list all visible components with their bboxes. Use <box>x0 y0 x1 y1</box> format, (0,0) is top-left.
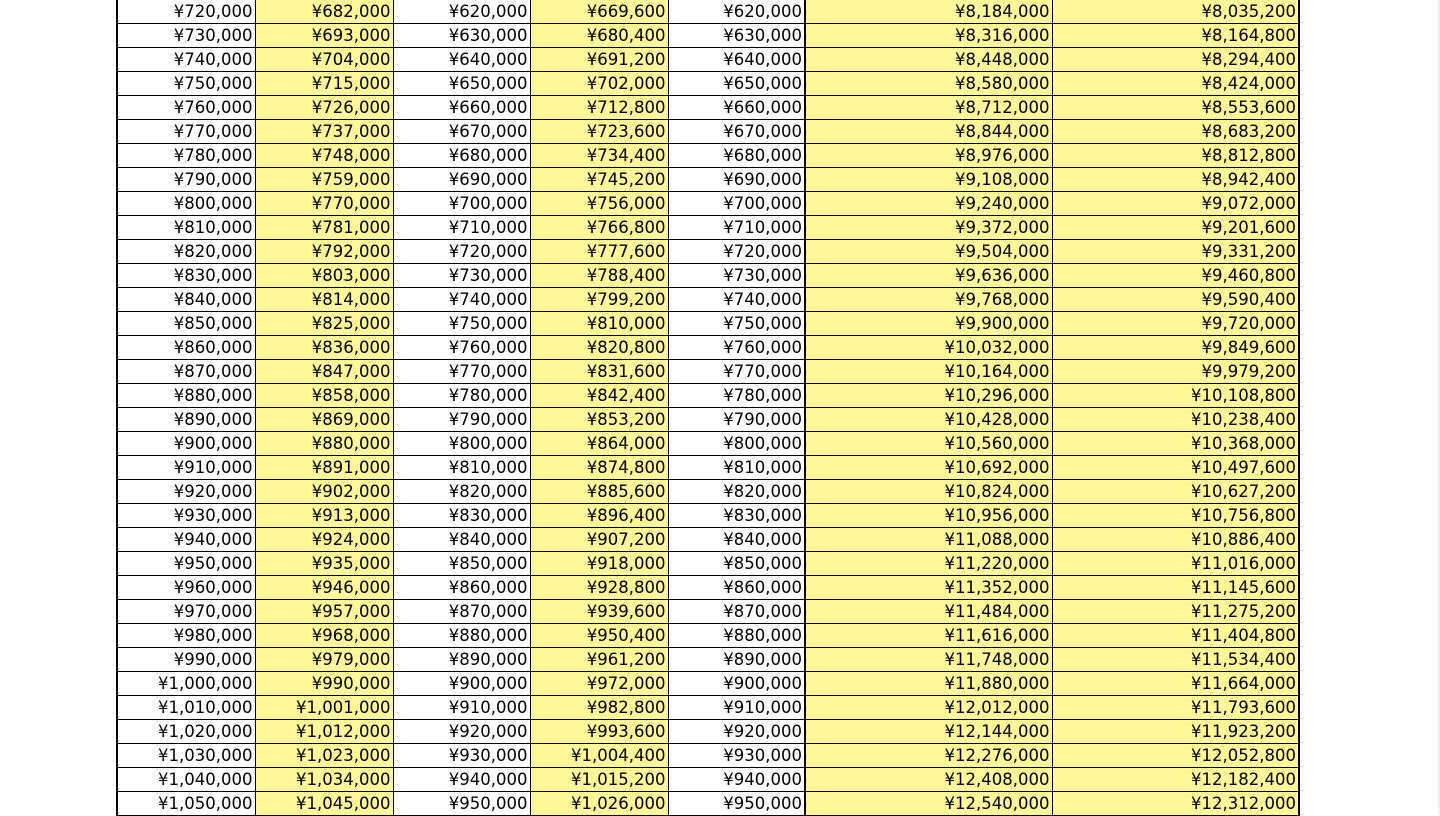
table-row <box>117 120 1299 144</box>
cell-col-d[interactable]: ¥982,800 <box>530 696 668 720</box>
cell-col-f[interactable]: ¥12,540,000 <box>805 792 1052 816</box>
cell-col-e[interactable]: ¥690,000 <box>668 168 805 192</box>
cell-col-f[interactable]: ¥9,240,000 <box>805 192 1052 216</box>
cell-col-b[interactable]: ¥825,000 <box>255 312 393 336</box>
cell-col-a[interactable]: ¥850,000 <box>117 312 255 336</box>
cell-col-b[interactable]: ¥759,000 <box>255 168 393 192</box>
cell-col-e[interactable]: ¥850,000 <box>668 552 805 576</box>
cell-col-d[interactable]: ¥918,000 <box>530 552 668 576</box>
cell-col-g[interactable]: ¥8,294,400 <box>1052 48 1299 72</box>
cell-col-g[interactable]: ¥8,164,800 <box>1052 24 1299 48</box>
cell-col-c[interactable]: ¥790,000 <box>393 408 530 432</box>
cell-col-c[interactable]: ¥700,000 <box>393 192 530 216</box>
cell-col-b[interactable]: ¥715,000 <box>255 72 393 96</box>
cell-col-f[interactable]: ¥10,956,000 <box>805 504 1052 528</box>
cell-col-a[interactable]: ¥940,000 <box>117 528 255 552</box>
cell-col-g[interactable]: ¥10,886,400 <box>1052 528 1299 552</box>
cell-col-c[interactable]: ¥690,000 <box>393 168 530 192</box>
cell-col-g[interactable]: ¥11,404,800 <box>1052 624 1299 648</box>
cell-col-c[interactable]: ¥770,000 <box>393 360 530 384</box>
cell-col-g[interactable]: ¥8,683,200 <box>1052 120 1299 144</box>
cell-col-b[interactable]: ¥979,000 <box>255 648 393 672</box>
cell-col-e[interactable]: ¥670,000 <box>668 120 805 144</box>
cell-col-g[interactable]: ¥11,534,400 <box>1052 648 1299 672</box>
cell-col-d[interactable]: ¥820,800 <box>530 336 668 360</box>
cell-col-e[interactable]: ¥880,000 <box>668 624 805 648</box>
cell-col-e[interactable]: ¥700,000 <box>668 192 805 216</box>
cell-col-c[interactable]: ¥630,000 <box>393 24 530 48</box>
cell-col-g[interactable]: ¥12,052,800 <box>1052 744 1299 768</box>
cell-col-f[interactable]: ¥9,372,000 <box>805 216 1052 240</box>
cell-col-b[interactable]: ¥1,034,000 <box>255 768 393 792</box>
cell-col-g[interactable]: ¥11,275,200 <box>1052 600 1299 624</box>
cell-col-d[interactable]: ¥907,200 <box>530 528 668 552</box>
cell-col-e[interactable]: ¥740,000 <box>668 288 805 312</box>
cell-col-b[interactable]: ¥704,000 <box>255 48 393 72</box>
cell-col-a[interactable]: ¥790,000 <box>117 168 255 192</box>
table-row <box>117 360 1299 384</box>
cell-col-d[interactable]: ¥799,200 <box>530 288 668 312</box>
cell-col-f[interactable]: ¥9,900,000 <box>805 312 1052 336</box>
cell-col-e[interactable]: ¥860,000 <box>668 576 805 600</box>
cell-col-a[interactable]: ¥860,000 <box>117 336 255 360</box>
cell-col-g[interactable]: ¥10,108,800 <box>1052 384 1299 408</box>
table-row <box>117 744 1299 768</box>
cell-col-c[interactable]: ¥930,000 <box>393 744 530 768</box>
cell-col-d[interactable]: ¥874,800 <box>530 456 668 480</box>
cell-col-f[interactable]: ¥11,484,000 <box>805 600 1052 624</box>
cell-col-a[interactable]: ¥820,000 <box>117 240 255 264</box>
cell-col-d[interactable]: ¥1,026,000 <box>530 792 668 816</box>
cell-col-a[interactable]: ¥780,000 <box>117 144 255 168</box>
cell-col-g[interactable]: ¥10,368,000 <box>1052 432 1299 456</box>
cell-col-d[interactable]: ¥896,400 <box>530 504 668 528</box>
cell-col-b[interactable]: ¥803,000 <box>255 264 393 288</box>
cell-col-f[interactable]: ¥10,824,000 <box>805 480 1052 504</box>
cell-col-c[interactable]: ¥840,000 <box>393 528 530 552</box>
cell-col-e[interactable]: ¥800,000 <box>668 432 805 456</box>
cell-col-f[interactable]: ¥8,580,000 <box>805 72 1052 96</box>
cell-col-a[interactable]: ¥770,000 <box>117 120 255 144</box>
table-row <box>117 696 1299 720</box>
cell-col-b[interactable]: ¥1,012,000 <box>255 720 393 744</box>
cell-col-a[interactable]: ¥880,000 <box>117 384 255 408</box>
cell-col-g[interactable]: ¥8,553,600 <box>1052 96 1299 120</box>
cell-col-b[interactable]: ¥990,000 <box>255 672 393 696</box>
table-row <box>117 408 1299 432</box>
cell-col-f[interactable]: ¥10,164,000 <box>805 360 1052 384</box>
cell-col-e[interactable]: ¥790,000 <box>668 408 805 432</box>
cell-col-b[interactable]: ¥913,000 <box>255 504 393 528</box>
cell-col-b[interactable]: ¥869,000 <box>255 408 393 432</box>
cell-col-d[interactable]: ¥745,200 <box>530 168 668 192</box>
cell-col-a[interactable]: ¥970,000 <box>117 600 255 624</box>
cell-col-e[interactable]: ¥630,000 <box>668 24 805 48</box>
table-row <box>117 0 1299 24</box>
cell-col-c[interactable]: ¥760,000 <box>393 336 530 360</box>
cell-col-b[interactable]: ¥891,000 <box>255 456 393 480</box>
cell-col-b[interactable]: ¥924,000 <box>255 528 393 552</box>
cell-col-f[interactable]: ¥8,712,000 <box>805 96 1052 120</box>
cell-col-a[interactable]: ¥1,050,000 <box>117 792 255 816</box>
cell-col-a[interactable]: ¥1,000,000 <box>117 672 255 696</box>
cell-col-g[interactable]: ¥11,793,600 <box>1052 696 1299 720</box>
table-row <box>117 672 1299 696</box>
cell-col-a[interactable]: ¥1,040,000 <box>117 768 255 792</box>
cell-col-b[interactable]: ¥847,000 <box>255 360 393 384</box>
cell-col-a[interactable]: ¥730,000 <box>117 24 255 48</box>
cell-col-c[interactable]: ¥850,000 <box>393 552 530 576</box>
table-row <box>117 576 1299 600</box>
cell-col-e[interactable]: ¥940,000 <box>668 768 805 792</box>
cell-col-f[interactable]: ¥12,012,000 <box>805 696 1052 720</box>
cell-col-c[interactable]: ¥720,000 <box>393 240 530 264</box>
cell-col-c[interactable]: ¥830,000 <box>393 504 530 528</box>
cell-col-d[interactable]: ¥961,200 <box>530 648 668 672</box>
cell-col-e[interactable]: ¥950,000 <box>668 792 805 816</box>
cell-col-d[interactable]: ¥810,000 <box>530 312 668 336</box>
cell-col-a[interactable]: ¥1,020,000 <box>117 720 255 744</box>
cell-col-d[interactable]: ¥928,800 <box>530 576 668 600</box>
cell-col-e[interactable]: ¥680,000 <box>668 144 805 168</box>
table-row <box>117 768 1299 792</box>
cell-col-f[interactable]: ¥10,560,000 <box>805 432 1052 456</box>
cell-col-b[interactable]: ¥781,000 <box>255 216 393 240</box>
cell-col-e[interactable]: ¥810,000 <box>668 456 805 480</box>
table-row <box>117 504 1299 528</box>
cell-col-b[interactable]: ¥957,000 <box>255 600 393 624</box>
table-row <box>117 192 1299 216</box>
cell-col-e[interactable]: ¥710,000 <box>668 216 805 240</box>
cell-col-b[interactable]: ¥770,000 <box>255 192 393 216</box>
cell-col-d[interactable]: ¥766,800 <box>530 216 668 240</box>
cell-col-a[interactable]: ¥830,000 <box>117 264 255 288</box>
table-row <box>117 336 1299 360</box>
cell-col-g[interactable]: ¥11,145,600 <box>1052 576 1299 600</box>
cell-col-e[interactable]: ¥760,000 <box>668 336 805 360</box>
cell-col-f[interactable]: ¥8,184,000 <box>805 0 1052 24</box>
cell-col-c[interactable]: ¥910,000 <box>393 696 530 720</box>
cell-col-f[interactable]: ¥10,692,000 <box>805 456 1052 480</box>
table-row <box>117 432 1299 456</box>
cell-col-d[interactable]: ¥1,015,200 <box>530 768 668 792</box>
cell-col-g[interactable]: ¥10,756,800 <box>1052 504 1299 528</box>
cell-col-a[interactable]: ¥950,000 <box>117 552 255 576</box>
cell-col-c[interactable]: ¥780,000 <box>393 384 530 408</box>
cell-col-c[interactable]: ¥900,000 <box>393 672 530 696</box>
cell-col-g[interactable]: ¥9,849,600 <box>1052 336 1299 360</box>
cell-col-a[interactable]: ¥760,000 <box>117 96 255 120</box>
cell-col-a[interactable]: ¥740,000 <box>117 48 255 72</box>
cell-col-f[interactable]: ¥11,088,000 <box>805 528 1052 552</box>
cell-col-b[interactable]: ¥968,000 <box>255 624 393 648</box>
cell-col-b[interactable]: ¥682,000 <box>255 0 393 24</box>
table-row <box>117 144 1299 168</box>
table-row <box>117 480 1299 504</box>
cell-col-f[interactable]: ¥10,428,000 <box>805 408 1052 432</box>
cell-col-b[interactable]: ¥935,000 <box>255 552 393 576</box>
cell-col-b[interactable]: ¥737,000 <box>255 120 393 144</box>
cell-col-d[interactable]: ¥680,400 <box>530 24 668 48</box>
table-row <box>117 288 1299 312</box>
cell-col-a[interactable]: ¥960,000 <box>117 576 255 600</box>
cell-col-f[interactable]: ¥11,616,000 <box>805 624 1052 648</box>
cell-col-e[interactable]: ¥640,000 <box>668 48 805 72</box>
cell-col-g[interactable]: ¥8,942,400 <box>1052 168 1299 192</box>
cell-col-f[interactable]: ¥10,296,000 <box>805 384 1052 408</box>
cell-col-a[interactable]: ¥900,000 <box>117 432 255 456</box>
cell-col-a[interactable]: ¥810,000 <box>117 216 255 240</box>
cell-col-d[interactable]: ¥885,600 <box>530 480 668 504</box>
cell-col-a[interactable]: ¥720,000 <box>117 0 255 24</box>
table-row <box>117 96 1299 120</box>
cell-col-g[interactable]: ¥9,590,400 <box>1052 288 1299 312</box>
cell-col-d[interactable]: ¥972,000 <box>530 672 668 696</box>
cell-col-c[interactable]: ¥650,000 <box>393 72 530 96</box>
cell-col-e[interactable]: ¥770,000 <box>668 360 805 384</box>
cell-col-d[interactable]: ¥691,200 <box>530 48 668 72</box>
cell-col-b[interactable]: ¥792,000 <box>255 240 393 264</box>
cell-col-e[interactable]: ¥910,000 <box>668 696 805 720</box>
cell-col-e[interactable]: ¥650,000 <box>668 72 805 96</box>
cell-col-g[interactable]: ¥8,424,000 <box>1052 72 1299 96</box>
cell-col-c[interactable]: ¥920,000 <box>393 720 530 744</box>
cell-col-b[interactable]: ¥880,000 <box>255 432 393 456</box>
cell-col-d[interactable]: ¥1,004,400 <box>530 744 668 768</box>
cell-col-b[interactable]: ¥1,023,000 <box>255 744 393 768</box>
cell-col-d[interactable]: ¥777,600 <box>530 240 668 264</box>
cell-col-d[interactable]: ¥756,000 <box>530 192 668 216</box>
cell-col-g[interactable]: ¥9,979,200 <box>1052 360 1299 384</box>
table-row <box>117 720 1299 744</box>
cell-col-c[interactable]: ¥660,000 <box>393 96 530 120</box>
cell-col-e[interactable]: ¥870,000 <box>668 600 805 624</box>
cell-col-c[interactable]: ¥670,000 <box>393 120 530 144</box>
cell-col-b[interactable]: ¥748,000 <box>255 144 393 168</box>
cell-col-a[interactable]: ¥750,000 <box>117 72 255 96</box>
cell-col-d[interactable]: ¥864,000 <box>530 432 668 456</box>
cell-col-g[interactable]: ¥10,497,600 <box>1052 456 1299 480</box>
cell-col-d[interactable]: ¥993,600 <box>530 720 668 744</box>
cell-col-d[interactable]: ¥712,800 <box>530 96 668 120</box>
spreadsheet-table <box>116 0 1300 816</box>
cell-col-d[interactable]: ¥788,400 <box>530 264 668 288</box>
cell-col-g[interactable]: ¥10,627,200 <box>1052 480 1299 504</box>
cell-col-e[interactable]: ¥660,000 <box>668 96 805 120</box>
table-row <box>117 648 1299 672</box>
cell-col-f[interactable]: ¥9,504,000 <box>805 240 1052 264</box>
table-row <box>117 600 1299 624</box>
cell-col-a[interactable]: ¥800,000 <box>117 192 255 216</box>
cell-col-c[interactable]: ¥820,000 <box>393 480 530 504</box>
cell-col-f[interactable]: ¥8,844,000 <box>805 120 1052 144</box>
table-row <box>117 456 1299 480</box>
table-row <box>117 624 1299 648</box>
cell-col-g[interactable]: ¥8,812,800 <box>1052 144 1299 168</box>
cell-col-g[interactable]: ¥11,664,000 <box>1052 672 1299 696</box>
cell-col-d[interactable]: ¥842,400 <box>530 384 668 408</box>
cell-col-a[interactable]: ¥930,000 <box>117 504 255 528</box>
cell-col-f[interactable]: ¥11,220,000 <box>805 552 1052 576</box>
cell-col-d[interactable]: ¥831,600 <box>530 360 668 384</box>
cell-col-g[interactable]: ¥8,035,200 <box>1052 0 1299 24</box>
cell-col-g[interactable]: ¥12,182,400 <box>1052 768 1299 792</box>
cell-col-c[interactable]: ¥880,000 <box>393 624 530 648</box>
cell-col-c[interactable]: ¥810,000 <box>393 456 530 480</box>
cell-col-c[interactable]: ¥750,000 <box>393 312 530 336</box>
cell-col-b[interactable]: ¥836,000 <box>255 336 393 360</box>
table-row <box>117 72 1299 96</box>
cell-col-c[interactable]: ¥620,000 <box>393 0 530 24</box>
cell-col-c[interactable]: ¥680,000 <box>393 144 530 168</box>
cell-col-c[interactable]: ¥890,000 <box>393 648 530 672</box>
table-row <box>117 528 1299 552</box>
cell-col-a[interactable]: ¥870,000 <box>117 360 255 384</box>
cell-col-b[interactable]: ¥814,000 <box>255 288 393 312</box>
cell-col-d[interactable]: ¥950,400 <box>530 624 668 648</box>
cell-col-f[interactable]: ¥9,636,000 <box>805 264 1052 288</box>
cell-col-d[interactable]: ¥853,200 <box>530 408 668 432</box>
cell-col-e[interactable]: ¥730,000 <box>668 264 805 288</box>
cell-col-e[interactable]: ¥780,000 <box>668 384 805 408</box>
cell-col-f[interactable]: ¥9,768,000 <box>805 288 1052 312</box>
cell-col-e[interactable]: ¥720,000 <box>668 240 805 264</box>
cell-col-d[interactable]: ¥723,600 <box>530 120 668 144</box>
table-row <box>117 552 1299 576</box>
cell-col-f[interactable]: ¥12,408,000 <box>805 768 1052 792</box>
cell-col-f[interactable]: ¥8,976,000 <box>805 144 1052 168</box>
cell-col-f[interactable]: ¥11,352,000 <box>805 576 1052 600</box>
cell-col-e[interactable]: ¥920,000 <box>668 720 805 744</box>
cell-col-g[interactable]: ¥12,312,000 <box>1052 792 1299 816</box>
cell-col-d[interactable]: ¥939,600 <box>530 600 668 624</box>
table-row <box>117 216 1299 240</box>
cell-col-a[interactable]: ¥1,010,000 <box>117 696 255 720</box>
cell-col-a[interactable]: ¥910,000 <box>117 456 255 480</box>
cell-col-e[interactable]: ¥900,000 <box>668 672 805 696</box>
cell-col-e[interactable]: ¥820,000 <box>668 480 805 504</box>
cell-col-g[interactable]: ¥11,016,000 <box>1052 552 1299 576</box>
table-row <box>117 24 1299 48</box>
cell-col-c[interactable]: ¥730,000 <box>393 264 530 288</box>
cell-col-f[interactable]: ¥11,880,000 <box>805 672 1052 696</box>
cell-col-a[interactable]: ¥920,000 <box>117 480 255 504</box>
cell-col-d[interactable]: ¥734,400 <box>530 144 668 168</box>
cell-col-g[interactable]: ¥9,720,000 <box>1052 312 1299 336</box>
cell-col-g[interactable]: ¥11,923,200 <box>1052 720 1299 744</box>
cell-col-f[interactable]: ¥9,108,000 <box>805 168 1052 192</box>
cell-col-c[interactable]: ¥640,000 <box>393 48 530 72</box>
cell-col-g[interactable]: ¥9,201,600 <box>1052 216 1299 240</box>
cell-col-e[interactable]: ¥830,000 <box>668 504 805 528</box>
cell-col-b[interactable]: ¥726,000 <box>255 96 393 120</box>
table-row <box>117 312 1299 336</box>
cell-col-g[interactable]: ¥9,331,200 <box>1052 240 1299 264</box>
cell-col-e[interactable]: ¥930,000 <box>668 744 805 768</box>
cell-col-e[interactable]: ¥890,000 <box>668 648 805 672</box>
cell-col-b[interactable]: ¥1,001,000 <box>255 696 393 720</box>
cell-col-f[interactable]: ¥8,448,000 <box>805 48 1052 72</box>
cell-col-e[interactable]: ¥620,000 <box>668 0 805 24</box>
table-row <box>117 264 1299 288</box>
cell-col-b[interactable]: ¥946,000 <box>255 576 393 600</box>
cell-col-a[interactable]: ¥840,000 <box>117 288 255 312</box>
cell-col-f[interactable]: ¥12,276,000 <box>805 744 1052 768</box>
cell-col-b[interactable]: ¥902,000 <box>255 480 393 504</box>
cell-col-f[interactable]: ¥11,748,000 <box>805 648 1052 672</box>
cell-col-c[interactable]: ¥940,000 <box>393 768 530 792</box>
cell-col-g[interactable]: ¥9,460,800 <box>1052 264 1299 288</box>
cell-col-f[interactable]: ¥10,032,000 <box>805 336 1052 360</box>
cell-col-e[interactable]: ¥750,000 <box>668 312 805 336</box>
cell-col-g[interactable]: ¥10,238,400 <box>1052 408 1299 432</box>
cell-col-a[interactable]: ¥890,000 <box>117 408 255 432</box>
cell-col-b[interactable]: ¥858,000 <box>255 384 393 408</box>
cell-col-b[interactable]: ¥693,000 <box>255 24 393 48</box>
cell-col-d[interactable]: ¥669,600 <box>530 0 668 24</box>
table-row <box>117 168 1299 192</box>
table-row <box>117 384 1299 408</box>
cell-col-a[interactable]: ¥990,000 <box>117 648 255 672</box>
cell-col-a[interactable]: ¥1,030,000 <box>117 744 255 768</box>
cell-col-a[interactable]: ¥980,000 <box>117 624 255 648</box>
cell-col-f[interactable]: ¥12,144,000 <box>805 720 1052 744</box>
cell-col-c[interactable]: ¥710,000 <box>393 216 530 240</box>
spreadsheet-body <box>117 0 1299 816</box>
cell-col-c[interactable]: ¥870,000 <box>393 600 530 624</box>
cell-col-e[interactable]: ¥840,000 <box>668 528 805 552</box>
cell-col-f[interactable]: ¥8,316,000 <box>805 24 1052 48</box>
cell-col-c[interactable]: ¥800,000 <box>393 432 530 456</box>
cell-col-c[interactable]: ¥950,000 <box>393 792 530 816</box>
cell-col-b[interactable]: ¥1,045,000 <box>255 792 393 816</box>
cell-col-c[interactable]: ¥740,000 <box>393 288 530 312</box>
table-row <box>117 240 1299 264</box>
cell-col-g[interactable]: ¥9,072,000 <box>1052 192 1299 216</box>
cell-col-d[interactable]: ¥702,000 <box>530 72 668 96</box>
cell-col-c[interactable]: ¥860,000 <box>393 576 530 600</box>
table-row <box>117 792 1299 816</box>
table-row <box>117 48 1299 72</box>
